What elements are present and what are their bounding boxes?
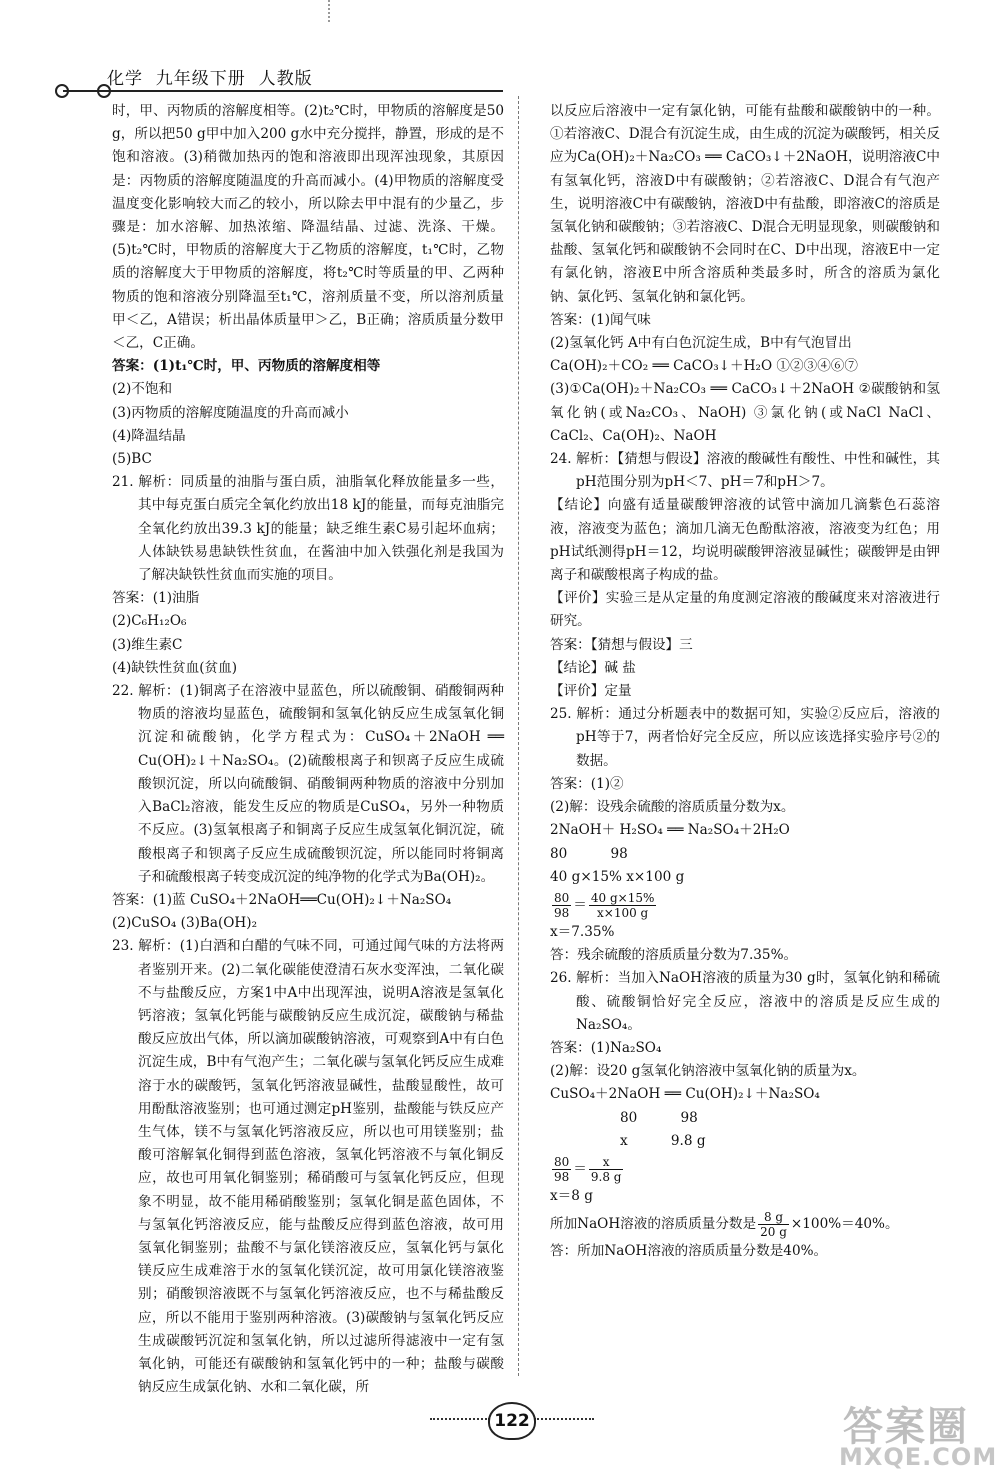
q20-explanation-continued: 时，甲、丙物质的溶解度相等。(2)t₂℃时，甲物质的溶解度是50 g，所以把50 g甲中加入200 g水中充分搅拌，静置，形成的是不饱和溶液。(3)稍微加热丙的饱和溶液即出现浑浊现象，其原因是：丙物质的溶解度随温度的升高而减小。(4)甲物质的溶解度受温度变化影响较大而乙的较小，所以除去甲中混有的少量乙，步骤是：加水溶解、加热浓缩、降温结晶、过滤、洗涤、干燥。(5)t₂℃时，甲物质的溶解度大于乙物质的溶解度，t₁℃时，乙物质的溶解度大于甲物质的溶解度，将t₂℃时等质量的甲、乙两种物质的饱和溶液分别降温至t₁℃，溶剂质量不变，所以溶剂质量甲＜乙，A错误；析出晶体质量甲＞乙，B正确；溶质质量分数甲＜乙，C正确。: [112, 103, 504, 352]
page-footer: [430, 1402, 590, 1442]
q26-fraction-right: [589, 1155, 624, 1184]
q25-quantity-line: 40 g×15% x×100 g: [550, 868, 685, 885]
q26-equation: CuSO₄＋2NaOH ══ Cu(OH)₂↓＋Na₂SO₄: [550, 1086, 820, 1103]
watermark-url: MXQE.COM: [839, 1443, 998, 1471]
q23-explanation-continued: 以反应后溶液中一定有氯化钠，可能有盐酸和碳酸钠中的一种。①若溶液C、D混合有沉淀生成，由生成的沉淀为碳酸钙，相关反应为Ca(OH)₂＋Na₂CO₃ ══ CaCO₃↓＋2NaOH，说明溶液C中有氢氧化钙，溶液D中有碳酸钠；②若溶液C、D混合有气泡产生，说明溶液C中有碳酸钠，溶液D中有盐酸，即溶液C的溶质是氢氧化钠和碳酸钠；③若溶液C、D混合无明显现象，则碳酸钠和盐酸、氢氧化钙和碳酸钠不会同时在C、D中出现，溶液E中一定有氯化钠，溶液E中所含溶质种类最多时，所含的溶质为氯化钠、氯化钙、氢氧化钠和氯化钙。: [550, 103, 940, 305]
q20-answer-line: (3)丙物质的溶解度随温度的升高而减小: [112, 404, 349, 421]
right-column: [550, 100, 940, 1263]
q20-answer-line: (5)BC: [112, 451, 152, 468]
q20-answer-line: (4)降温结晶: [112, 427, 186, 444]
q25-molar-mass-line: 80 98: [550, 845, 628, 862]
left-column: [112, 100, 504, 1399]
footer-dots: [430, 1418, 490, 1420]
column-divider: [518, 96, 519, 1376]
watermark-text: 答案圈: [843, 1404, 969, 1450]
fraction-denominator: 9.8 g: [590, 1169, 622, 1184]
q26-percentage-fraction: [758, 1210, 789, 1239]
watermark-logo: [835, 1395, 998, 1473]
q26-quantity-line: x 9.8 g: [620, 1132, 706, 1149]
fraction-denominator: 20 g: [760, 1225, 787, 1240]
q23-answer-line: (3)①Ca(OH)₂＋Na₂CO₃ ══ CaCO₃↓＋2NaOH ②碳酸钠和氢氧化钠(或Na₂CO₃、NaOH) ③氯化钠(或NaCl NaCl、CaCl₂、Ca(OH)₂、NaOH: [550, 381, 940, 444]
q26-explanation: 26. 解析：当加入NaOH溶液的质量为30 g时，氢氧化钠和稀硫酸、硫酸铜恰好完全反应，溶液中的溶质是反应生成的Na₂SO₄。: [550, 970, 940, 1033]
q23-answer-line: 答案：(1)闻气味: [550, 311, 651, 328]
fraction-numerator: 40 g×15%: [590, 890, 655, 905]
q24-answer-line: 【结论】碱 盐: [550, 659, 636, 676]
q25-fraction-right: [589, 891, 657, 920]
q26-percentage-line: [550, 1208, 940, 1240]
q26-proportion: $\frac{80}{98}$ ＝ $\frac{x}{9.8 g}$: [554, 1154, 622, 1184]
fraction-denominator: x×100 g: [597, 905, 649, 920]
q21-answer-line: 答案：(1)油脂: [112, 590, 200, 607]
q22-explanation: 22. 解析：(1)铜离子在溶液中显蓝色，所以硫酸铜、硝酸铜两种物质的溶液均显蓝色，硫酸铜和氢氧化钠反应生成氢氧化铜沉淀和硫酸钠，化学方程式为：CuSO₄＋2NaOH ══ Cu(OH)₂↓＋Na₂SO₄。(2)硫酸根离子和钡离子反应生成硫酸钡沉淀，所以向硫酸铜、硝酸铜两种物质的溶液中分别加入BaCl₂溶液，能发生反应的物质是CuSO₄，另外一种物质不反应。(3)氢氧根离子和铜离子反应生成氢氧化铜沉淀，硫酸根离子和钡离子反应生成硫酸钡沉淀，所以能同时将铜离子和硫酸根离子转变成沉淀的纯净物的化学式为Ba(OH)₂。: [112, 683, 504, 885]
q25-result: x＝7.35%: [550, 923, 615, 940]
q22-answer-line: (2)CuSO₄ (3)Ba(OH)₂: [112, 915, 258, 932]
q26-conclusion: 答：所加NaOH溶液的溶质质量分数是40%。: [550, 1243, 828, 1260]
q25-answer-line: (2)解：设残余硫酸的溶质质量分数为x。: [550, 799, 795, 816]
q24-explanation: 24. 解析：【猜想与假设】溶液的酸碱性有酸性、中性和碱性，其pH范围分别为pH＜7、pH＝7和pH＞7。: [550, 451, 940, 491]
header-title: 化学 九年级下册 人教版: [107, 69, 313, 89]
q22-answer-line: 答案：(1)蓝 CuSO₄＋2NaOH══Cu(OH)₂↓＋Na₂SO₄: [112, 891, 452, 908]
fraction-numerator: 8 g: [758, 1210, 789, 1225]
q20-answer-line: (2)不饱和: [112, 381, 173, 398]
q26-fraction-left: [552, 1155, 571, 1184]
q26-answer-line: (2)解：设20 g氢氧化钠溶液中氢氧化钠的质量为x。: [550, 1063, 866, 1080]
page-header: [55, 58, 505, 98]
q21-answer-line: (4)缺铁性贫血(贫血): [112, 659, 238, 676]
q20-answer-line: 答案：(1)t₁℃时，甲、丙物质的溶解度相等: [112, 358, 381, 375]
q23-explanation: 23. 解析：(1)白酒和白醋的气味不同，可通过闻气味的方法将两者鉴别开来。(2)二氧化碳能使澄清石灰水变浑浊，二氧化碳不与盐酸反应，方案1中A中出现浑浊，说明A溶液是氢氧化钙溶液；氢氧化钙能与碳酸钠反应生成沉淀，碳酸钠与稀盐酸反应放出气体，所以滴加碳酸钠溶液，可观察到A中有白色沉淀生成，B中有气泡产生；二氧化碳与氢氧化钙反应生成难溶于水的碳酸钙，氢氧化钙溶液显碱性，盐酸显酸性，故可用酚酞溶液鉴别；也可通过测定pH鉴别，盐酸能与铁反应产生气体，镁不与氢氧化钙溶液反应，所以也可用镁鉴别；盐酸可溶解氧化铜得到蓝色溶液，氢氧化钙溶液不与氧化铜反应，故也可用氧化铜鉴别；稀硝酸可与氢氧化钙反应，但现象不明显，故不能用稀硝酸鉴别；氢氧化铜是蓝色固体，不与氢氧化钙溶液反应，能与盐酸反应得到蓝色溶液，故可用氢氧化铜鉴别；盐酸不与氯化镁溶液反应，氢氧化钙与氯化镁反应生成难溶于水的氢氧化镁沉淀，故可用氯化镁溶液鉴别；硝酸钡溶液既不与氢氧化钙溶液反应，也不与稀盐酸反应，所以不能用于鉴别两种溶液。(3)碳酸钠与氢氧化钙反应生成碳酸钙沉淀和氢氧化钠，所以过滤所得滤液中一定有氢氧化钠，可能还有碳酸钠和氢氧化钙中的一种；盐酸与碳酸钠反应生成氯化钠、水和二氧化碳，所: [112, 938, 504, 1396]
header-rule: [63, 90, 503, 92]
percentage-text: 所加NaOH溶液的溶质质量分数是: [550, 1216, 757, 1233]
q21-answer-line: (3)维生素C: [112, 636, 183, 653]
q26-answer-line: 答案：(1)Na₂SO₄: [550, 1039, 662, 1056]
fraction-numerator: 80: [554, 1154, 570, 1169]
fraction-numerator: 80: [554, 890, 570, 905]
q25-fraction-left: [552, 891, 571, 920]
q23-answer-line: Ca(OH)₂＋CO₂ ══ CaCO₃↓＋H₂O ①②③④⑥⑦: [550, 358, 858, 375]
q24-evaluation: 【评价】实验三是从定量的角度测定溶液的酸碱度来对溶液进行研究。: [550, 590, 940, 630]
fraction-denominator: 98: [554, 1169, 570, 1184]
q23-answer-line: (2)氢氧化钙 A中有白色沉淀生成，B中有气泡冒出: [550, 335, 852, 352]
q24-conclusion: 【结论】向盛有适量碳酸钾溶液的试管中滴加几滴紫色石蕊溶液，溶液变为蓝色；滴加几滴无色酚酞溶液，溶液变为红色；用pH试纸测得pH＝12，均说明碳酸钾溶液显碱性；碳酸钾是由钾离子和碳酸根离子构成的盐。: [550, 497, 940, 584]
q25-equation: 2NaOH＋ H₂SO₄ ══ Na₂SO₄＋2H₂O: [550, 822, 790, 839]
page-number: 122: [488, 1402, 536, 1440]
q21-answer-line: (2)C₆H₁₂O₆: [112, 613, 187, 630]
percentage-result: ×100%＝40%。: [790, 1216, 899, 1233]
q25-proportion: $\frac{80}{98}$ ＝ $\frac{40 g\times 15\%}{x\times 100 g}$: [554, 890, 655, 920]
q24-answer-line: 答案：【猜想与假设】三: [550, 636, 693, 653]
q24-answer-line: 【评价】定量: [550, 683, 632, 700]
q26-molar-mass-line: 80 98: [620, 1109, 698, 1126]
fraction-denominator: 98: [554, 905, 570, 920]
q25-answer-line: 答案：(1)②: [550, 775, 624, 792]
footer-dots: [534, 1418, 594, 1420]
q25-conclusion: 答：残余硫酸的溶质质量分数为7.35%。: [550, 947, 798, 964]
top-crop-mark: [328, 0, 332, 22]
q26-result: x＝8 g: [550, 1187, 593, 1204]
q25-explanation: 25. 解析：通过分析题表中的数据可知，实验②反应后，溶液的pH等于7，两者恰好完全反应，所以应该选择实验序号②的数据。: [550, 706, 940, 769]
q21-explanation: 21. 解析：同质量的油脂与蛋白质，油脂氧化释放能量多一些，其中每克蛋白质完全氧化约放出18 kJ的能量，而每克油脂完全氧化约放出39.3 kJ的能量；缺乏维生素C易引起坏血病；人体缺铁易患缺铁性贫血，在酱油中加入铁强化剂是我国为了解决缺铁性贫血而实施的项目。: [112, 474, 504, 584]
fraction-numerator: x: [589, 1155, 624, 1170]
